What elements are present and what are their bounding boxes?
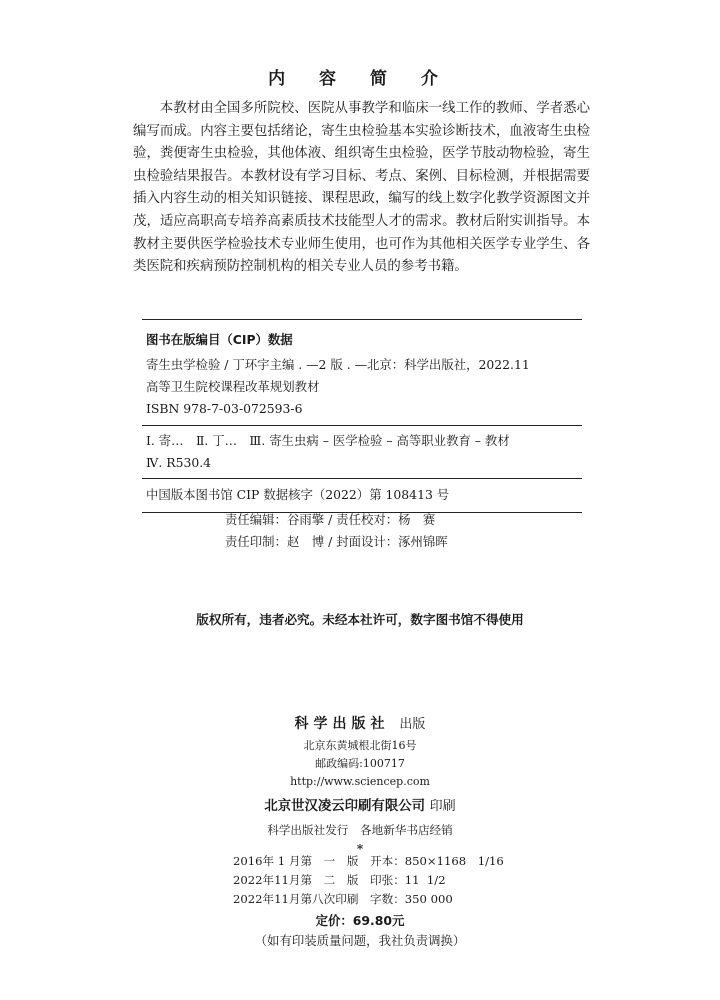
price: 定价：69.80元 (315, 913, 405, 928)
cip-block (142, 319, 582, 513)
printer-suffix: 印刷 (429, 799, 456, 814)
publisher-info (0, 712, 720, 856)
publisher-suffix: 出版 (399, 717, 426, 732)
page-title: 内 容 简 介 (268, 69, 452, 89)
publisher-line (0, 712, 720, 737)
cip-citation: 寄生虫学检验 / 丁环宇主编 . —2 版 . —北京：科学出版社，2022.11 (146, 357, 530, 372)
distribution-line: 科学出版社发行 各地新华书店经销 (267, 823, 453, 837)
edition-info (233, 852, 504, 909)
publisher-name: 科学出版社 (294, 716, 390, 732)
publisher-postcode: 邮政编码:100717 (315, 757, 405, 770)
editors-line-1: 责任编辑：谷雨擎 / 责任校对：杨 赛 (225, 512, 436, 527)
edition-line-1: 2016年 1 月第 一 版 开本：850×1168 1/16 (233, 854, 504, 868)
cip-record: 中国版本图书馆 CIP 数据核字（2022）第 108413 号 (146, 487, 450, 502)
printer-name: 北京世汉凌云印刷有限公司 (264, 798, 425, 814)
cip-subjects: Ⅰ. 寄… Ⅱ. 丁… Ⅲ. 寄生虫病 – 医学检验 – 高等职业教育 – 教材 (146, 433, 510, 448)
copyright-notice: 版权所有，违者必究。未经本社许可，数字图书馆不得使用 (196, 612, 524, 627)
publisher-website: http://www.sciencep.com (290, 775, 430, 788)
cip-divider (142, 425, 582, 426)
printer-line (0, 793, 720, 820)
editors-line-2: 责任印制：赵 博 / 封面设计：涿州锦晖 (225, 534, 448, 549)
cip-series: 高等卫生院校课程改革规划教材 (146, 379, 320, 394)
publisher-address: 北京东黄城根北街16号 (303, 739, 417, 752)
edition-line-2: 2022年11月第 二 版 印张：11 1/2 (233, 873, 446, 887)
summary-paragraph: 本教材由全国多所院校、医院从事教学和临床一线工作的教师、学者悉心编写而成。内容主要包括绪论，寄生虫检验基本实验诊断技术，血液寄生虫检验，粪便寄生虫检验，其他体液、组织寄生虫检验，医学节肢动物检验，寄生虫检验结果报告。本教材设有学习目标、考点、案例、目标检测，并根据需要插入内容生动的相关知识链接、课程思政，编写的线上数字化教学资源图文并茂，适应高职高专培养高素质技术技能型人才的需求。教材后附实训指导。本教材主要供医学检验技术专业师生使用，也可作为其他相关医学专业学生、各类医院和疾病预防控制机构的相关专业人员的参考书籍。 (133, 101, 590, 275)
cip-isbn: ISBN 978-7-03-072593-6 (146, 401, 303, 416)
edition-line-3: 2022年11月第八次印刷 字数：350 000 (233, 892, 453, 906)
cip-divider (142, 478, 582, 479)
quality-note: （如有印装质量问题，我社负责调换） (254, 933, 466, 948)
cip-classification: Ⅳ. R530.4 (146, 455, 212, 470)
cip-heading: 图书在版编目（CIP）数据 (146, 332, 293, 347)
editors-credits (225, 509, 545, 553)
star-divider: * (356, 842, 364, 856)
